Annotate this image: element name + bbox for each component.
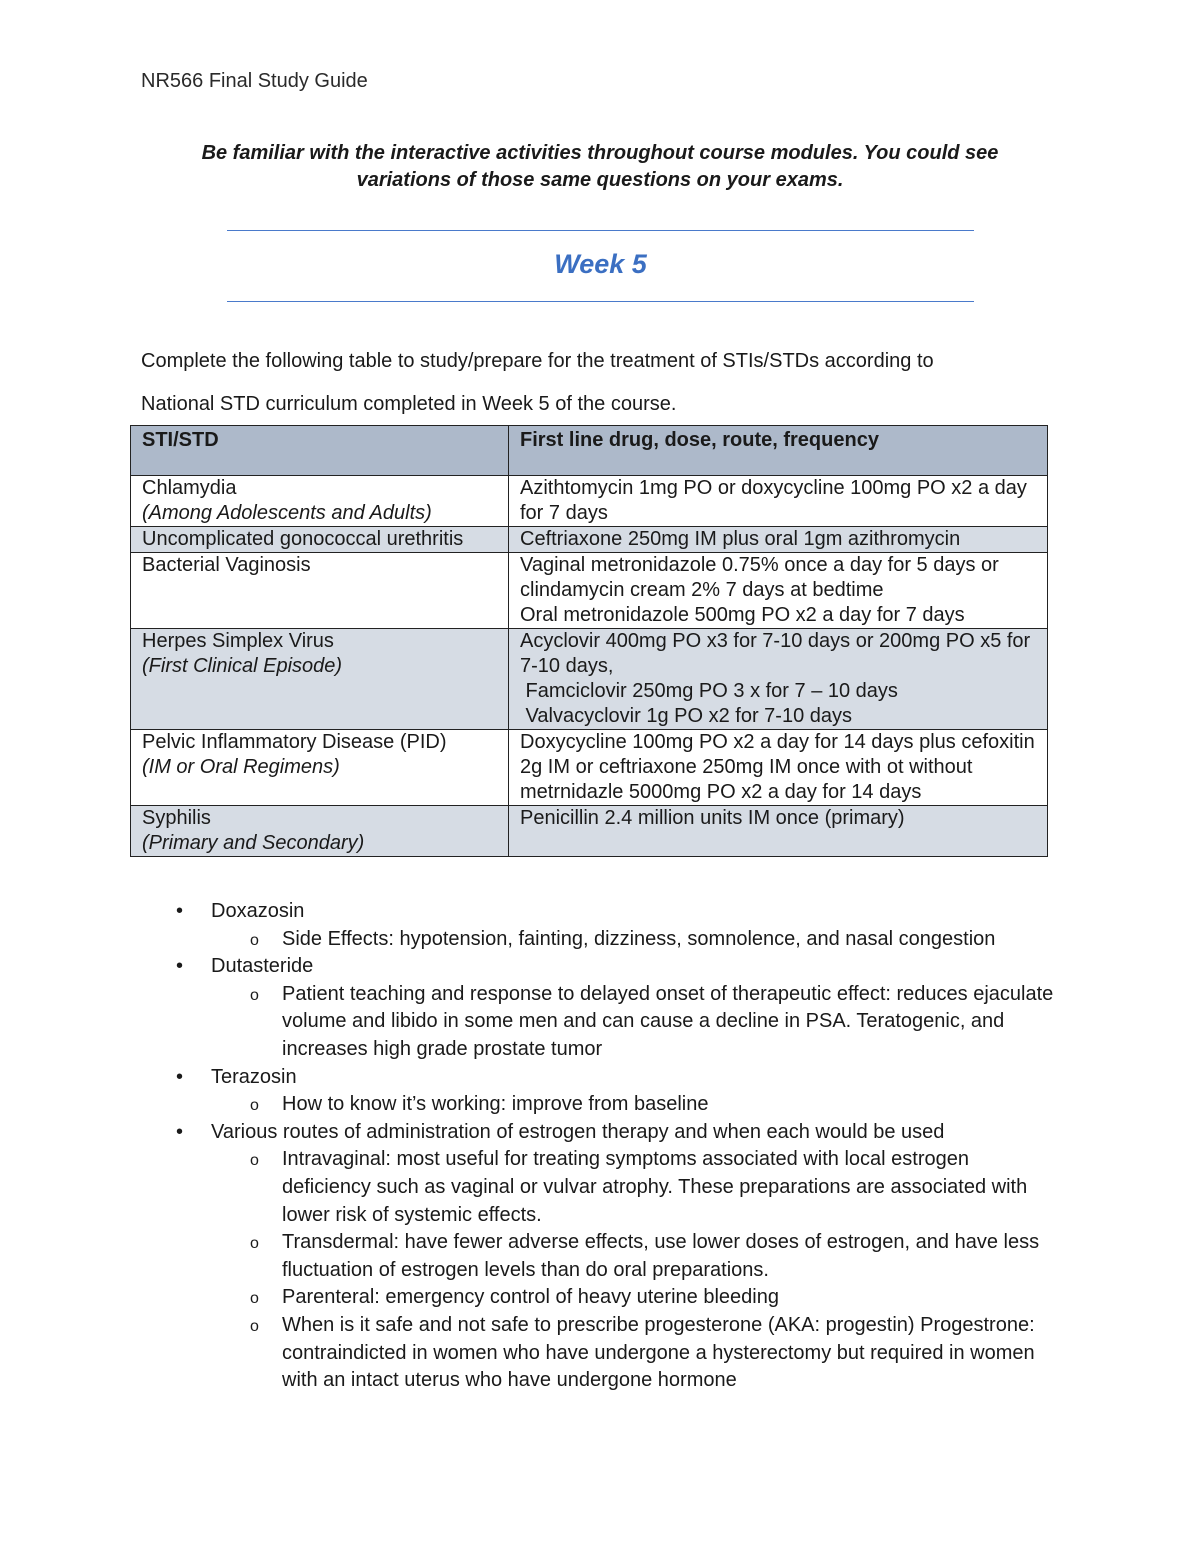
divider (227, 301, 974, 302)
intro-line: variations of those same questions on your exams. (356, 169, 844, 191)
list-item-title: Various routes of administration of estrogen therapy and when each would be used (211, 1120, 945, 1143)
sti-cell (131, 806, 509, 857)
sub-list-item-text: Transdermal: have fewer adverse effects, use lower doses of estrogen, and have less fluctuation of estrogen levels than do oral preparations. (282, 1231, 1040, 1281)
treatment-text: Penicillin 2.4 million units IM once (primary) (520, 807, 905, 829)
sti-cell (131, 730, 509, 806)
sub-list-item-text: Side Effects: hypotension, fainting, dizziness, somnolence, and nasal congestion (282, 927, 996, 950)
sub-bullet-icon: o (250, 931, 259, 949)
treatment-cell (509, 553, 1048, 629)
column-header: STI/STD (131, 426, 509, 476)
treatment-cell (509, 629, 1048, 730)
treatment-text: Ceftriaxone 250mg IM plus oral 1gm azithromycin (520, 528, 961, 550)
sub-bullet-icon: o (250, 1317, 259, 1335)
bullet-icon: • (176, 900, 184, 922)
table-row (131, 629, 1048, 730)
intro-line: Be familiar with the interactive activities throughout course modules. You could see (201, 142, 999, 164)
column-header: First line drug, dose, route, frequency (509, 426, 1048, 476)
treatment-text: Azithtomycin 1mg PO or doxycycline 100mg PO x2 a day for 7 days (520, 477, 1027, 524)
sub-list-item-text: When is it safe and not safe to prescribe progesterone (AKA: progestin) Progestrone: contraindicted in women who have undergone a hysterectomy but required in women with an intact uterus who have undergone hormone (282, 1313, 1035, 1392)
sti-name: Syphilis (142, 807, 211, 829)
divider (227, 230, 974, 231)
table-row (131, 730, 1048, 806)
treatment-text: Valvacyclovir 1g PO x2 for 7-10 days (520, 705, 852, 727)
list-item-title: Doxazosin (211, 900, 305, 922)
bullet-icon: • (176, 955, 184, 978)
sub-bullet-icon: o (250, 1235, 259, 1253)
notes-list (0, 898, 1200, 1395)
treatment-text: Oral metronidazole 500mg PO x2 a day for 7 days (520, 604, 965, 626)
treatment-text: Famciclovir 250mg PO 3 x for 7 – 10 days (520, 680, 898, 702)
sti-name: Pelvic Inflammatory Disease (PID) (142, 731, 447, 753)
treatment-cell (509, 476, 1048, 527)
table-row (131, 806, 1048, 857)
treatment-text: Doxycycline 100mg PO x2 a day for 14 days plus cefoxitin 2g IM or ceftriaxone 250mg IM once with ot without metrnidazle 5000mg PO x2 a day for 14 days (520, 731, 1035, 803)
list-item (0, 898, 1200, 926)
sti-cell (131, 553, 509, 629)
sti-name: Herpes Simplex Virus (142, 630, 334, 652)
sub-list-item (0, 1284, 1200, 1312)
sti-treatment-table (130, 425, 1048, 857)
table-header-row (131, 426, 1048, 476)
sti-cell (131, 629, 509, 730)
sti-cell (131, 527, 509, 553)
sub-list-item-text: Parenteral: emergency control of heavy uterine bleeding (282, 1286, 779, 1309)
treatment-text: Acyclovir 400mg PO x3 for 7-10 days or 200mg PO x5 for 7-10 days, (520, 630, 1031, 677)
sub-list-item (0, 1229, 1200, 1284)
sub-list-item (0, 1146, 1200, 1229)
sti-cell (131, 476, 509, 527)
intro-note (150, 140, 1050, 194)
instructions (141, 340, 1071, 426)
table-row (131, 553, 1048, 629)
sti-qualifier: (IM or Oral Regimens) (142, 756, 340, 778)
instructions-line: National STD curriculum completed in Week 5 of the course. (141, 393, 677, 415)
list-item-title: Terazosin (211, 1065, 297, 1088)
sub-list-item (0, 926, 1200, 954)
treatment-text: Vaginal metronidazole 0.75% once a day for 5 days or clindamycin cream 2% 7 days at bedtime (520, 554, 999, 601)
sti-qualifier: (First Clinical Episode) (142, 655, 343, 677)
sti-name: Uncomplicated gonococcal urethritis (142, 528, 464, 550)
sub-list-item (0, 981, 1200, 1064)
sub-list-item (0, 1091, 1200, 1119)
treatment-cell (509, 730, 1048, 806)
sub-list-item (0, 1312, 1200, 1395)
bullet-icon: • (176, 1120, 184, 1143)
sub-list-item-text: Intravaginal: most useful for treating symptoms associated with local estrogen deficiency such as vaginal or vulvar atrophy. These preparations are associated with lower risk of systemic effects. (282, 1148, 1028, 1226)
sti-qualifier: (Primary and Secondary) (142, 832, 365, 854)
instructions-line: Complete the following table to study/prepare for the treatment of STIs/STDs according to (141, 350, 934, 372)
sub-list-item-text: Patient teaching and response to delayed onset of therapeutic effect: reduces ejaculate volume and libido in some men and can cause a decline in PSA. Teratogenic, and increases high grade prostate tumor (282, 982, 1054, 1060)
section-title: Week 5 (554, 249, 647, 279)
list-item-title: Dutasteride (211, 955, 314, 978)
sub-bullet-icon: o (250, 1097, 259, 1115)
table-row (131, 476, 1048, 527)
sub-list-item-text: How to know it’s working: improve from baseline (282, 1093, 709, 1116)
bullet-icon: • (176, 1065, 184, 1088)
sub-bullet-icon: o (250, 986, 259, 1004)
treatment-cell (509, 806, 1048, 857)
sti-name: Bacterial Vaginosis (142, 554, 311, 576)
sub-bullet-icon: o (250, 1290, 259, 1308)
list-item (0, 1119, 1200, 1147)
sti-name: Chlamydia (142, 477, 237, 499)
treatment-cell (509, 527, 1048, 553)
sti-qualifier: (Among Adolescents and Adults) (142, 502, 432, 524)
document-header: NR566 Final Study Guide (141, 70, 368, 92)
list-item (0, 953, 1200, 981)
sub-bullet-icon: o (250, 1152, 259, 1170)
list-item (0, 1064, 1200, 1092)
table-row (131, 527, 1048, 553)
